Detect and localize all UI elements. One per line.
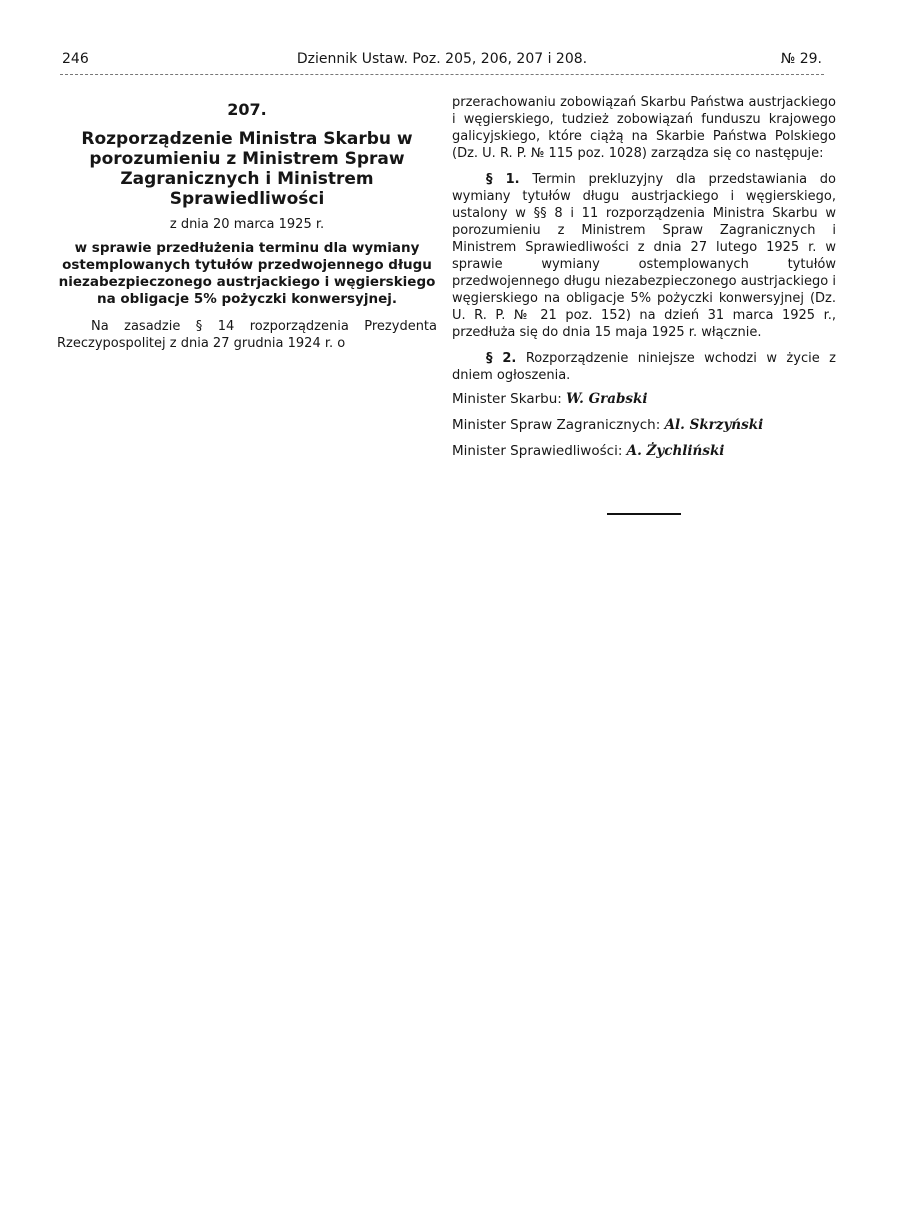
signature-2 (452, 416, 836, 434)
right-column (452, 94, 836, 468)
signature-name: A. Żychliński (626, 443, 725, 459)
signature-role: Minister Sprawiedliwości: (452, 443, 623, 459)
signature-1 (452, 390, 836, 408)
preamble-start: Na zasadzie § 14 rozporządzenia Prezydenta Rzeczypospolitej z dnia 27 grudnia 1924 r. o (57, 319, 437, 351)
item-number: 207. (227, 100, 267, 119)
signature-role: Minister Skarbu: (452, 391, 562, 407)
signature-role: Minister Spraw Zagranicznych: (452, 417, 661, 433)
signature-3 (452, 442, 836, 460)
issue-number: № 29. (780, 51, 822, 67)
end-divider (607, 513, 681, 515)
section-2-mark: § 2. (486, 351, 517, 366)
regulation-date: z dnia 20 marca 1925 r. (169, 217, 325, 232)
preamble-continued: przerachowaniu zobowiązań Skarbu Państwa austrjackiego i węgierskiego, tudzież zobowiązań funduszu krajowego galicyjskiego, które ciążą na Skarbie Państwa Polskiego (Dz. U. R. P. № 115 poz. 1028) zarządza się co następuje: (452, 95, 836, 161)
header-divider (60, 74, 824, 75)
page-header (62, 51, 822, 73)
signature-name: W. Grabski (566, 391, 648, 407)
regulation-title: Rozporządzenie Ministra Skarbu w porozumieniu z Ministrem Spraw Zagranicznych i Ministrem Sprawiedliwości (81, 129, 413, 209)
section-2 (452, 350, 836, 384)
section-2-text: Rozporządzenie niniejsze wchodzi w życie z dniem ogłoszenia. (452, 351, 836, 383)
section-1-text: Termin prekluzyjny dla przedstawiania do wymiany tytułów długu austrjackiego i węgierskiego, ustalony w §§ 8 i 11 rozporządzenia Ministra Skarbu w porozumieniu z Ministrem Spraw Zagranicznych i Ministrem Sprawiedliwości z dnia 27 lutego 1925 r. w sprawie wymiany ostemplowanych tytułów przedwojennego długu niezabezpieczonego austrjackiego i węgierskiego na obligacje 5% pożyczki konwersyjnej (Dz. U. R. P. № 21 poz. 152) na dzień 31 marca 1925 r., przedłuża się do dnia 15 maja 1925 r. włącznie. (452, 172, 837, 340)
page-number: 246 (62, 51, 89, 67)
regulation-subject: w sprawie przedłużenia terminu dla wymiany ostemplowanych tytułów przedwojennego długu niezabezpieczonego austrjackiego i węgierskiego na obligacje 5% pożyczki konwersyjnej. (58, 240, 436, 307)
section-1 (452, 171, 836, 341)
signature-name: Al. Skrzyński (664, 417, 764, 433)
journal-title: Dziennik Ustaw. Poz. 205, 206, 207 i 208. (296, 51, 588, 67)
left-column (57, 94, 437, 352)
section-1-mark: § 1. (486, 172, 520, 187)
